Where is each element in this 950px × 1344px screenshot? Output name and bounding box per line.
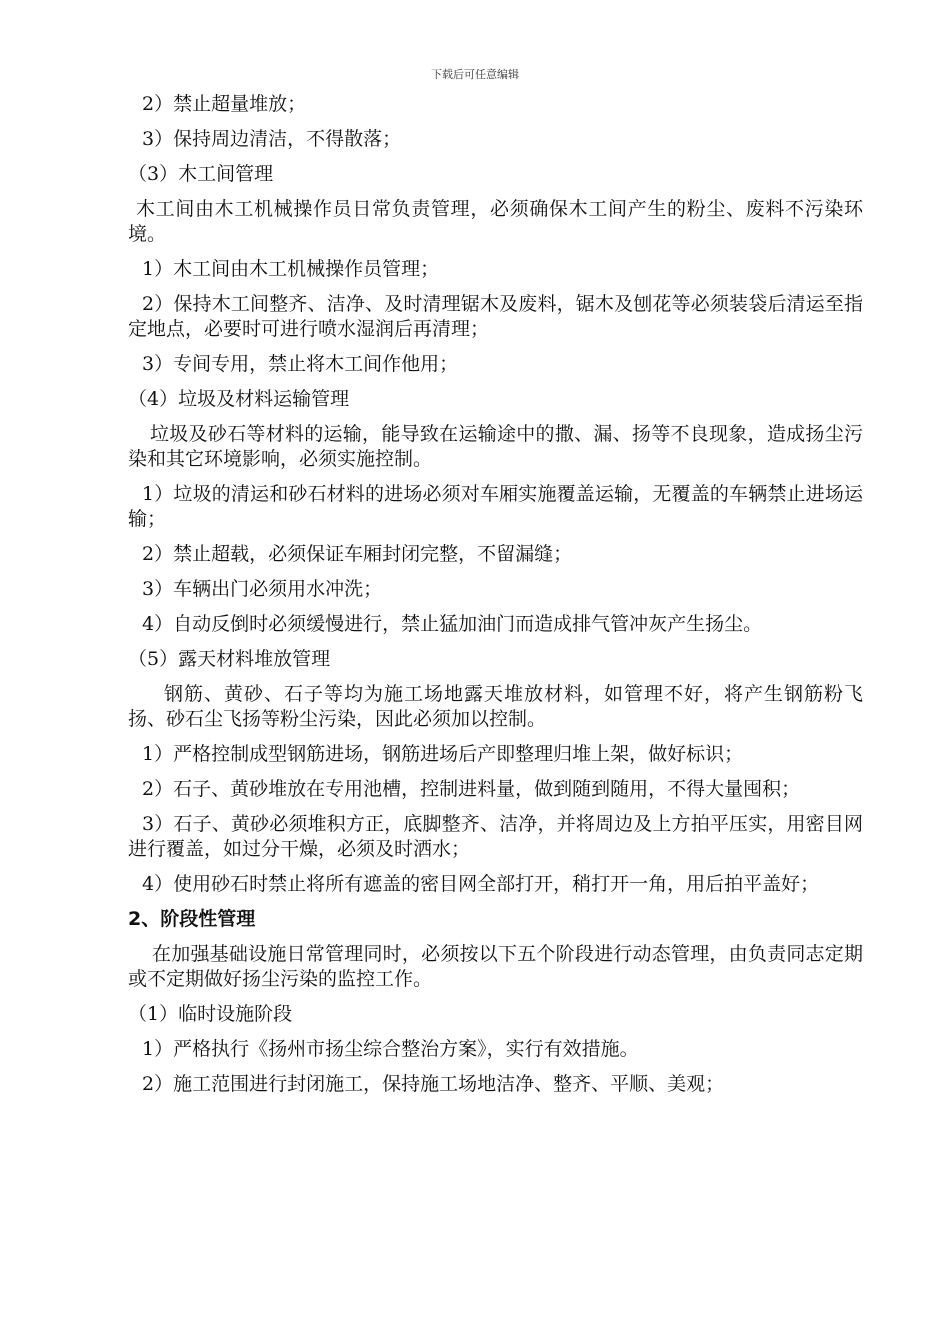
paragraph: 2）禁止超载，必须保证车厢封闭完整，不留漏缝； bbox=[142, 543, 573, 565]
paragraph: 木工间由木工机械操作员日常负责管理，必须确保木工间产生的粉尘、废料不污染环境。 bbox=[128, 198, 863, 245]
paragraph: （5）露天材料堆放管理 bbox=[128, 648, 331, 670]
paragraph-group-1 bbox=[128, 92, 863, 897]
paragraph: （4）垃圾及材料运输管理 bbox=[128, 388, 350, 410]
paragraph: 1）严格控制成型钢筋进场，钢筋进场后产即整理归堆上架，做好标识； bbox=[142, 743, 744, 765]
paragraph: 1）严格执行《扬州市扬尘综合整治方案》，实行有效措施。 bbox=[142, 1038, 639, 1060]
paragraph: 在加强基础设施日常管理同时，必须按以下五个阶段进行动态管理，由负责同志定期或不定期做好扬尘污染的监控工作。 bbox=[128, 943, 863, 990]
paragraph: 3）专间专用，禁止将木工间作他用； bbox=[142, 353, 459, 375]
paragraph: 3）石子、黄砂必须堆积方正，底脚整齐、洁净，并将周边及上方拍平压实，用密目网进行覆盖，如过分干燥，必须及时洒水； bbox=[128, 813, 863, 860]
paragraph: 2）施工范围进行封闭施工，保持施工场地洁净、整齐、平顺、美观； bbox=[142, 1073, 725, 1095]
paragraph: 垃圾及砂石等材料的运输，能导致在运输途中的撒、漏、扬等不良现象，造成扬尘污染和其它环境影响，必须实施控制。 bbox=[128, 423, 863, 470]
page-header: 下载后可任意编辑 bbox=[431, 68, 519, 81]
paragraph: 1）垃圾的清运和砂石材料的进场必须对车厢实施覆盖运输，无覆盖的车辆禁止进场运输； bbox=[128, 483, 863, 530]
paragraph: （1）临时设施阶段 bbox=[128, 1003, 293, 1025]
paragraph: 3）保持周边清洁，不得散落； bbox=[142, 128, 402, 150]
paragraph: 1）木工间由木工机械操作员管理； bbox=[142, 258, 440, 280]
paragraph-group-2 bbox=[128, 942, 863, 1097]
document-body bbox=[128, 92, 863, 1107]
paragraph: 2）保持木工间整齐、洁净、及时清理锯木及废料，锯木及刨花等必须装袋后清运至指定地点，必要时可进行喷水湿润后再清理； bbox=[128, 293, 863, 340]
section-heading: 2、阶段性管理 bbox=[128, 908, 256, 930]
paragraph: 2）石子、黄砂堆放在专用池槽，控制进料量，做到随到随用，不得大量囤积； bbox=[142, 778, 801, 800]
paragraph: 4）自动反倒时必须缓慢进行，禁止猛加油门而造成排气管冲灰产生扬尘。 bbox=[142, 613, 763, 635]
paragraph: 3）车辆出门必须用水冲洗； bbox=[142, 578, 383, 600]
paragraph: 2）禁止超量堆放； bbox=[142, 93, 307, 115]
paragraph: （3）木工间管理 bbox=[128, 163, 274, 185]
paragraph: 钢筋、黄砂、石子等均为施工场地露天堆放材料，如管理不好，将产生钢筋粉飞扬、砂石尘飞扬等粉尘污染，因此必须加以控制。 bbox=[128, 683, 863, 730]
paragraph: 4）使用砂石时禁止将所有遮盖的密目网全部打开，稍打开一角，用后拍平盖好； bbox=[142, 873, 820, 895]
